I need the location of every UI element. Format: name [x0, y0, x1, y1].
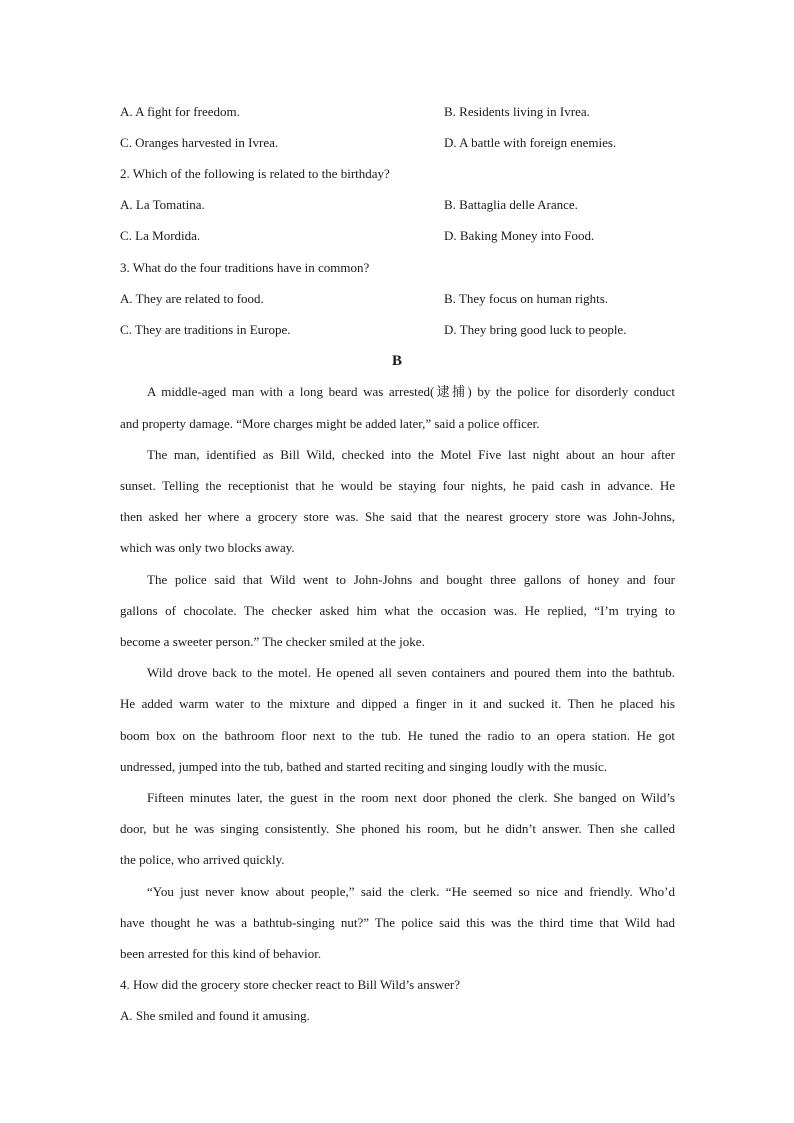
- passage-p4-line-1: Wild drove back to the motel. He opened all seven containers and poured them into the bathtub.: [147, 665, 675, 680]
- q1-option-c: C. Oranges harvested in Ivrea.: [120, 135, 279, 150]
- passage-p6-line-3: been arrested for this kind of behavior.: [120, 946, 322, 961]
- passage-p5-line-2: door, but he was singing consistently. She phoned his room, but he didn’t answer. Then she called: [120, 821, 675, 836]
- q3-option-a: A. They are related to food.: [120, 291, 264, 306]
- passage-p4-line-4: undressed, jumped into the tub, bathed and started reciting and singing loudly with the music.: [120, 759, 608, 774]
- passage-p6-line-2: have thought he was a bathtub-singing nut?” The police said this was the third time that Wild had: [120, 915, 675, 930]
- passage-p1-line-1: A middle-aged man with a long beard was arrested(逮捕) by the police for disorderly conduct: [147, 384, 675, 399]
- q1-option-a: A. A fight for freedom.: [120, 104, 240, 119]
- q2-option-a: A. La Tomatina.: [120, 197, 205, 212]
- q3-option-b: B. They focus on human rights.: [444, 291, 609, 306]
- passage-p3-line-1: The police said that Wild went to John-Johns and bought three gallons of honey and four: [147, 572, 675, 587]
- q1-option-d: D. A battle with foreign enemies.: [444, 135, 617, 150]
- passage-p5-line-1: Fifteen minutes later, the guest in the room next door phoned the clerk. She banged on Wild’s: [147, 790, 675, 805]
- q1-option-b: B. Residents living in Ivrea.: [444, 104, 590, 119]
- q2-option-c: C. La Mordida.: [120, 228, 201, 243]
- q2-options-row-2: [120, 226, 680, 246]
- passage-p4-line-2: He added warm water to the mixture and dipped a finger in it and sucked it. Then he placed his: [120, 696, 675, 711]
- q1-options-row-2: [120, 133, 680, 153]
- passage-p1-line-2: and property damage. “More charges might be added later,” said a police officer.: [120, 416, 540, 431]
- passage-p3-line-3: become a sweeter person.” The checker smiled at the joke.: [120, 634, 425, 649]
- section-heading: B: [391, 353, 402, 369]
- q3-option-d: D. They bring good luck to people.: [444, 322, 627, 337]
- q2-option-d: D. Baking Money into Food.: [444, 228, 595, 243]
- q3-options-row-2: [120, 320, 680, 340]
- passage-p5-line-3: the police, who arrived quickly.: [120, 852, 285, 867]
- passage-p2-line-2: sunset. Telling the receptionist that he would be staying four nights, he paid cash in advance. He: [120, 478, 675, 493]
- q3-option-c: C. They are traditions in Europe.: [120, 322, 291, 337]
- passage-p2-line-4: which was only two blocks away.: [120, 540, 295, 555]
- passage-p3-line-2: gallons of chocolate. The checker asked him what the occasion was. He replied, “I’m trying to: [120, 603, 675, 618]
- q2-options-row-1: [120, 195, 680, 215]
- passage-p2-line-3: then asked her where a grocery store was. She said that the nearest grocery store was John-Johns,: [120, 509, 675, 524]
- q2-stem: 2. Which of the following is related to the birthday?: [120, 166, 390, 181]
- q3-options-row-1: [120, 289, 680, 309]
- q3-stem: 3. What do the four traditions have in common?: [120, 260, 370, 275]
- q4-stem: 4. How did the grocery store checker react to Bill Wild’s answer?: [120, 977, 461, 992]
- q1-options-row-1: [120, 102, 680, 122]
- q2-option-b: B. Battaglia delle Arance.: [444, 197, 578, 212]
- passage-p4-line-3: boom box on the bathroom floor next to the tub. He tuned the radio to an opera station. He got: [120, 728, 675, 743]
- passage-p6-line-1: “You just never know about people,” said the clerk. “He seemed so nice and friendly. Who’d: [147, 884, 675, 899]
- passage-p2-line-1: The man, identified as Bill Wild, checked into the Motel Five last night about an hour after: [147, 447, 675, 462]
- q4-option-a: A. She smiled and found it amusing.: [120, 1008, 310, 1023]
